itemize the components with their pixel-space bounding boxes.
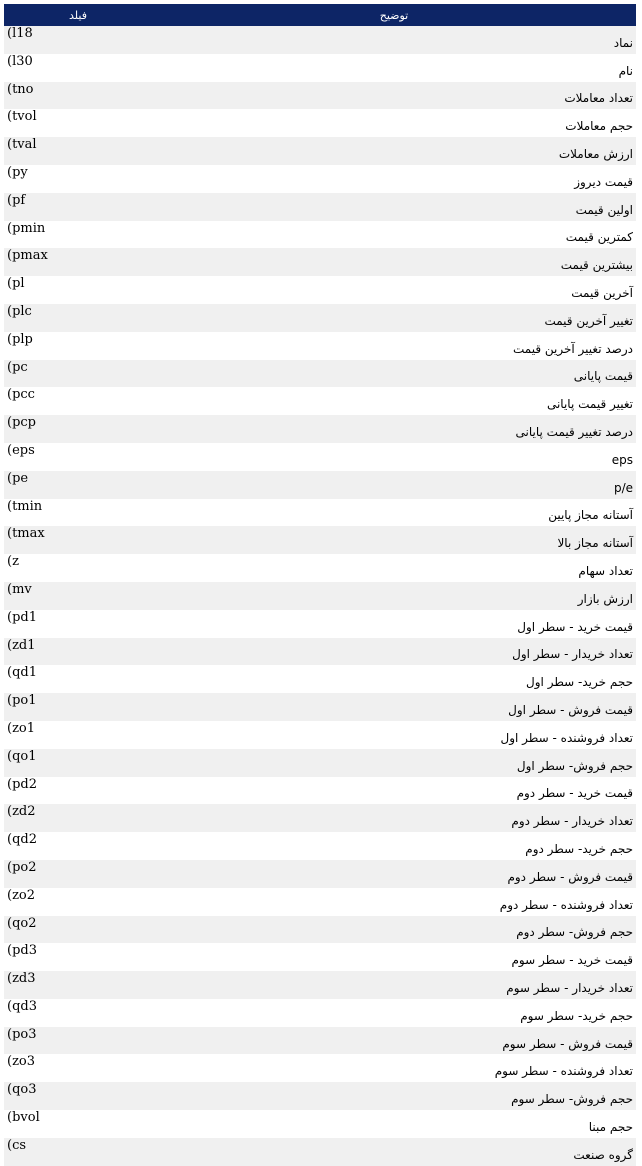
field-code-cell: (pmin [4,221,152,249]
description-cell: p/e [152,471,636,499]
field-code-cell: (eps [4,443,152,471]
table-row [4,82,636,110]
table-row [4,888,636,916]
description-cell: تعداد فروشنده - سطر سوم [152,1054,636,1082]
description-cell: تعداد خریدار - سطر دوم [152,804,636,832]
field-code-cell: (tvol [4,109,152,137]
table-row [4,916,636,944]
field-code-cell: (z [4,554,152,582]
description-cell: آخرین قیمت [152,276,636,304]
field-code-cell: (zd2 [4,804,152,832]
table-row [4,999,636,1027]
table-row [4,860,636,888]
field-code-cell: (pe [4,471,152,499]
table-body [4,26,636,1166]
description-cell: درصد تغییر قیمت پایانی [152,415,636,443]
table-row [4,777,636,805]
description-cell: نام [152,54,636,82]
table-row [4,499,636,527]
table-row [4,638,636,666]
description-cell: قیمت فروش - سطر اول [152,693,636,721]
table-row [4,193,636,221]
description-cell: قیمت پایانی [152,360,636,388]
table-row [4,804,636,832]
field-code-cell: (pf [4,193,152,221]
description-cell: تعداد خریدار - سطر اول [152,638,636,666]
field-code-cell: (po1 [4,693,152,721]
field-code-cell: (qo1 [4,749,152,777]
field-code-cell: (qd2 [4,832,152,860]
field-code-cell: (pcp [4,415,152,443]
field-code-cell: (l18 [4,26,152,54]
description-cell: نماد [152,26,636,54]
field-code-cell: (po3 [4,1027,152,1055]
table-row [4,721,636,749]
field-code-cell: (qo3 [4,1082,152,1110]
description-cell: تعداد سهام [152,554,636,582]
table-row [4,332,636,360]
description-cell: تعداد فروشنده - سطر دوم [152,888,636,916]
table-row [4,693,636,721]
description-cell: ارزش معاملات [152,137,636,165]
field-code-cell: (qd3 [4,999,152,1027]
field-code-cell: (plc [4,304,152,332]
field-code-cell: (tval [4,137,152,165]
field-code-cell: (zo2 [4,888,152,916]
description-cell: تعداد فروشنده - سطر اول [152,721,636,749]
table-row [4,165,636,193]
field-code-cell: (l30 [4,54,152,82]
field-code-cell: (pl [4,276,152,304]
table-row [4,304,636,332]
header-description: توضیح [152,4,636,26]
table-row [4,610,636,638]
table-row [4,943,636,971]
field-code-cell: (zo1 [4,721,152,749]
table-row [4,471,636,499]
description-cell: ارزش بازار [152,582,636,610]
description-cell: حجم فروش- سطر دوم [152,916,636,944]
field-code-cell: (mv [4,582,152,610]
description-cell: گروه صنعت [152,1138,636,1166]
table-row [4,1110,636,1138]
table-row [4,1054,636,1082]
description-cell: آستانه مجاز بالا [152,526,636,554]
table-row [4,54,636,82]
field-code-cell: (plp [4,332,152,360]
description-cell: حجم فروش- سطر اول [152,749,636,777]
description-cell: بیشترین قیمت [152,248,636,276]
description-cell: قیمت خرید - سطر سوم [152,943,636,971]
description-cell: حجم فروش- سطر سوم [152,1082,636,1110]
field-code-cell: (py [4,165,152,193]
table-row [4,1027,636,1055]
field-code-cell: (tmax [4,526,152,554]
table-row [4,832,636,860]
header-row [4,4,636,26]
field-code-cell: (pc [4,360,152,388]
description-cell: حجم خرید- سطر سوم [152,999,636,1027]
field-code-cell: (zd3 [4,971,152,999]
table-row [4,526,636,554]
header-field: فیلد [4,4,152,26]
field-table [4,4,636,1166]
description-cell: تعداد معاملات [152,82,636,110]
description-cell: حجم مبنا [152,1110,636,1138]
table-row [4,221,636,249]
table-row [4,26,636,54]
table-row [4,360,636,388]
field-code-cell: (cs [4,1138,152,1166]
table-row [4,248,636,276]
description-cell: تعداد خریدار - سطر سوم [152,971,636,999]
table-header [4,4,636,26]
description-cell: اولین قیمت [152,193,636,221]
description-cell: تغییر قیمت پایانی [152,387,636,415]
table-row [4,971,636,999]
field-code-cell: (pd3 [4,943,152,971]
table-row [4,109,636,137]
table-row [4,1082,636,1110]
table-row [4,749,636,777]
description-cell: حجم خرید- سطر اول [152,665,636,693]
table-row [4,443,636,471]
table-row [4,137,636,165]
field-code-cell: (tmin [4,499,152,527]
field-code-cell: (pd1 [4,610,152,638]
description-cell: درصد تغییر آخرین قیمت [152,332,636,360]
description-cell: قیمت فروش - سطر سوم [152,1027,636,1055]
field-code-cell: (tno [4,82,152,110]
field-code-cell: (pd2 [4,777,152,805]
field-code-cell: (qd1 [4,665,152,693]
field-code-cell: (bvol [4,1110,152,1138]
field-code-cell: (pcc [4,387,152,415]
table-row [4,665,636,693]
field-code-cell: (pmax [4,248,152,276]
description-cell: آستانه مجاز پایین [152,499,636,527]
table-row [4,387,636,415]
table-row [4,415,636,443]
description-cell: قیمت فروش - سطر دوم [152,860,636,888]
description-cell: eps [152,443,636,471]
description-cell: قیمت خرید - سطر دوم [152,777,636,805]
table-row [4,554,636,582]
description-cell: تغییر آخرین قیمت [152,304,636,332]
description-cell: قیمت دیروز [152,165,636,193]
field-code-cell: (qo2 [4,916,152,944]
description-cell: حجم معاملات [152,109,636,137]
field-code-cell: (zo3 [4,1054,152,1082]
description-cell: قیمت خرید - سطر اول [152,610,636,638]
field-code-cell: (zd1 [4,638,152,666]
description-cell: کمترین قیمت [152,221,636,249]
description-cell: حجم خرید- سطر دوم [152,832,636,860]
table-row [4,1138,636,1166]
table-row [4,276,636,304]
field-code-cell: (po2 [4,860,152,888]
table-row [4,582,636,610]
